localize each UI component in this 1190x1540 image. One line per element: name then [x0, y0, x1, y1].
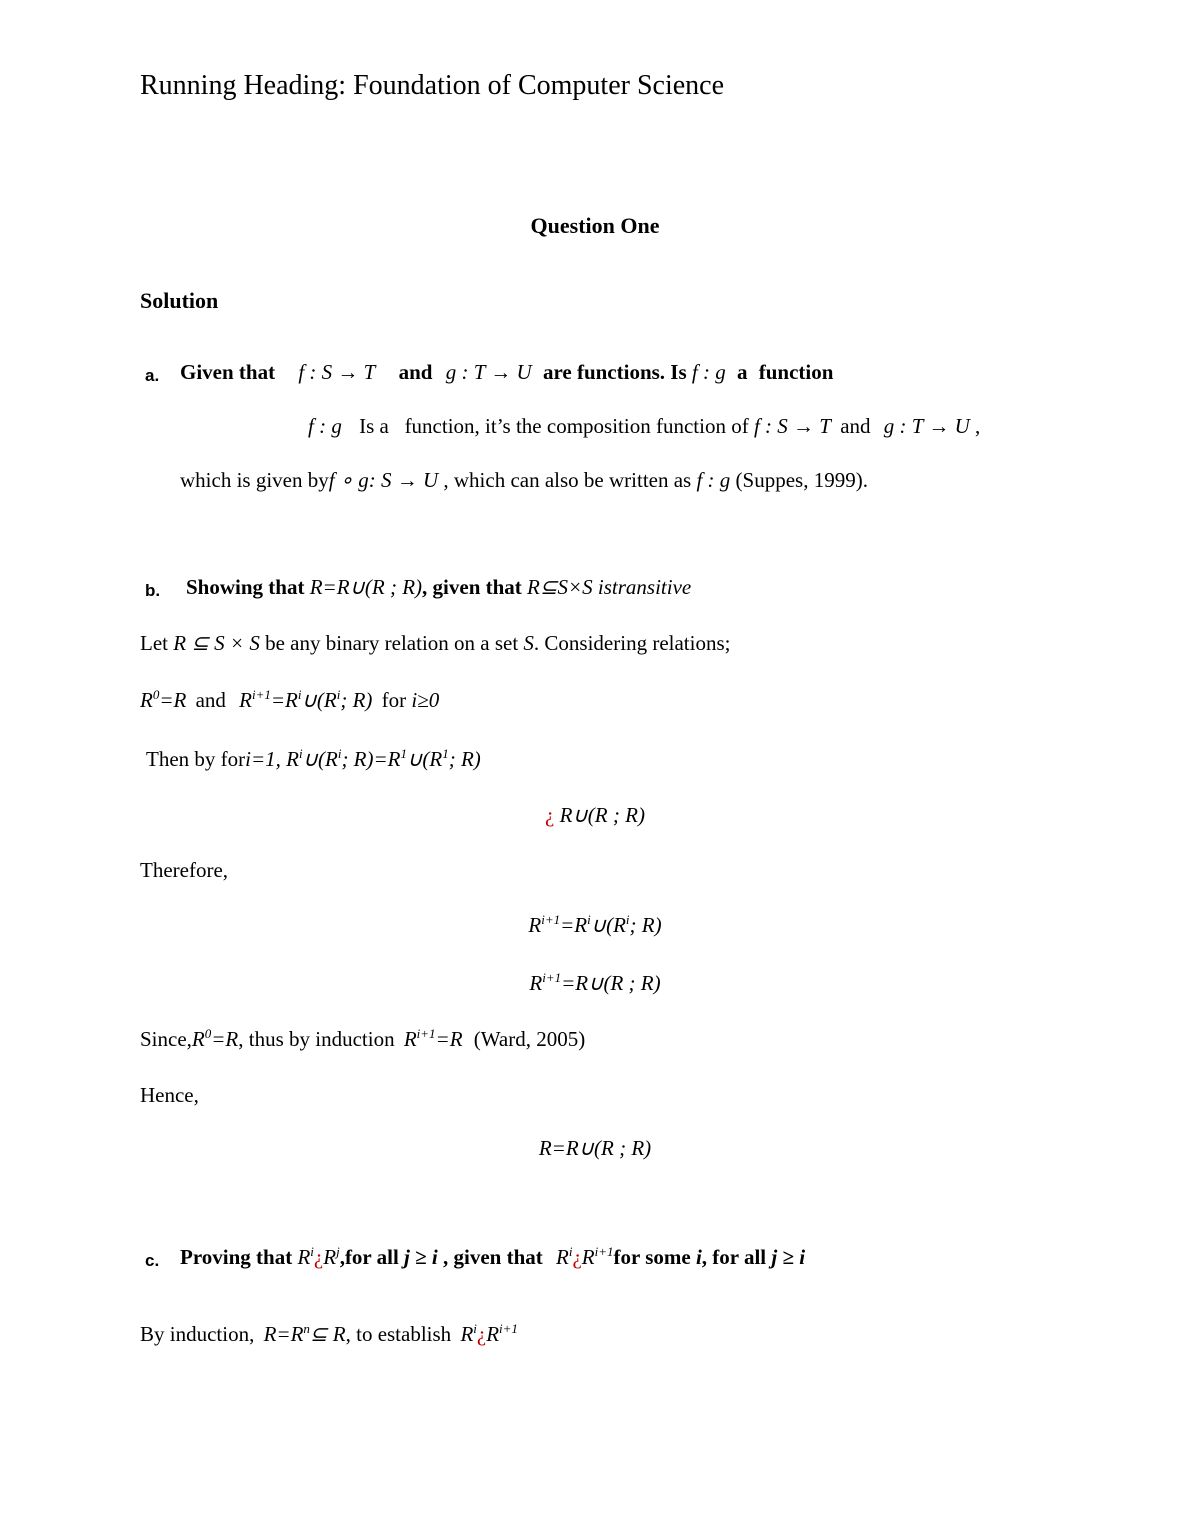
part-b-hence: Hence,	[140, 1083, 199, 1107]
part-c-induction-line: By induction, $R=R^n⊆$ R, to establish $R^i¿R^{i+1}$	[140, 1321, 518, 1346]
part-a-question: Given that f : S → T and g : T → U are functions. Is f : g a function	[180, 360, 834, 384]
part-b-then-line: Then by fori=1, $R^i\cup(R^i$; $R)=R^1\cup(R^1$; R)	[146, 746, 481, 771]
part-b-equation-2: $R^{i+1}=R\cup(R$ ; R)	[529, 970, 661, 995]
question-title: Question One	[530, 213, 660, 238]
part-a-answer-line1: f : g Is a function, it’s the composition function of f : S → T and g : T → U ,	[308, 414, 981, 438]
part-b-therefore: Therefore,	[140, 858, 229, 882]
part-b-label: b.	[145, 581, 161, 600]
solution-heading: Solution	[140, 288, 219, 313]
part-b-final-equation: R=R∪(R ; R)	[538, 1136, 652, 1160]
part-c-label: c.	[145, 1251, 160, 1270]
part-c-question: Proving that $R^i¿R^j,for$ all j ≥ i , given that $R^i¿R^{i+1}for$ some i, for all j ≥ i	[180, 1244, 806, 1269]
part-b-equation-inv: ¿ R∪(R ; R)	[545, 803, 645, 827]
part-b-since-line: $Since,R^0=R$, thus by induction $R^{i+1}=R$ (Ward, 2005)	[140, 1026, 586, 1051]
part-b-let-line: Let R ⊆ S × S be any binary relation on a set S. Considering relations;	[140, 631, 731, 655]
part-a-label: a.	[145, 366, 160, 385]
part-a-answer-line2: which is given byf ∘ g: S → U , which can also be written as f : g (Suppes, 1999).	[180, 468, 868, 492]
part-b-equation-1: $R^{i+1}=R^i\cup(R^i$; R)	[528, 912, 662, 937]
running-heading: Running Heading: Foundation of Computer Science	[140, 70, 725, 101]
part-b-question: Showing that R=R∪(R ; R), given that R⊆S×S istransitive	[186, 575, 692, 599]
part-b-recurrence: $R^0=R$ and $R^{i+1}=R^i\cup(R^i$; R) for i≥0	[140, 687, 440, 712]
